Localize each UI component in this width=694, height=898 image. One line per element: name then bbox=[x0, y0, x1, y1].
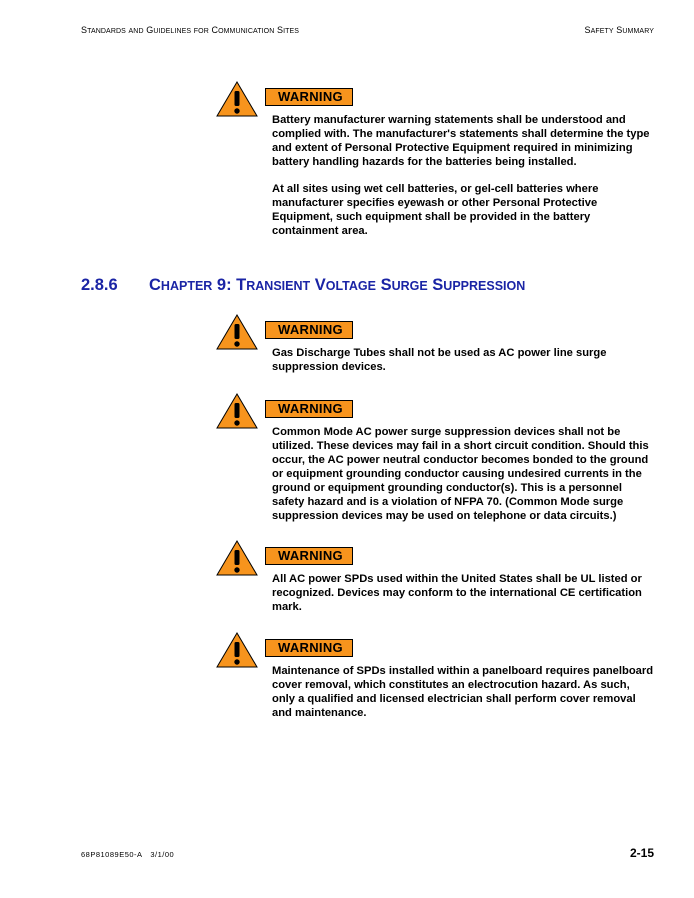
warning-triangle-icon bbox=[216, 314, 258, 350]
warning-paragraph: Battery manufacturer warning statements shall be understood and complied with. The manufacturer's statements shall determine the type and extent of Personal Protective Equipment required in minimizing battery handling hazards for the batteries being installed. bbox=[272, 114, 650, 168]
warning-paragraph: Maintenance of SPDs installed within a panelboard requires panelboard cover removal, which constitutes an electrocution hazard. As such, only a qualified and licensed electrician shall perform cover removal and maintenance. bbox=[272, 665, 654, 719]
warning-text bbox=[272, 425, 654, 536]
section-title: CHAPTER 9: TRANSIENT VOLTAGE SURGE SUPPRESSION bbox=[149, 276, 526, 294]
running-header-left-text: STANDARDS AND GUIDELINES FOR COMMUNICATION SITES bbox=[81, 25, 300, 35]
section-heading bbox=[81, 276, 525, 295]
warning-triangle-icon bbox=[216, 632, 258, 668]
footer-doc-id: 68P81089E50-A bbox=[81, 850, 143, 859]
running-header-right-text: SAFETY SUMMARY bbox=[584, 25, 654, 35]
warning-paragraph: At all sites using wet cell batteries, or gel-cell batteries where manufacturer specifies eyewash or other Personal Protective Equipment, such equipment shall be provided in the battery containment area. bbox=[272, 183, 599, 237]
warning-text bbox=[272, 113, 654, 251]
warning-triangle-icon bbox=[216, 393, 258, 429]
warning-label: WARNING bbox=[265, 321, 353, 339]
warning-text bbox=[272, 346, 654, 387]
section-number: 2.8.6 bbox=[81, 276, 118, 294]
footer-date: 3/1/00 bbox=[150, 850, 175, 859]
warning-label: WARNING bbox=[265, 547, 353, 565]
warning-label: WARNING bbox=[265, 639, 353, 657]
warning-text bbox=[272, 572, 654, 627]
warning-text bbox=[272, 664, 654, 733]
warning-label: WARNING bbox=[265, 88, 353, 106]
warning-triangle-icon bbox=[216, 540, 258, 576]
warning-paragraph: Common Mode AC power surge suppression devices shall not be utilized. These devices may fail in a short circuit condition. Should this occur, the AC power neutral conductor becomes bonded to the ground or equipment grounding conductor causing undesired currents in the ground or equipment grounding conductor(s). This is a personnel safety hazard and is a violation of NFPA 70. (Common Mode surge suppression devices may be used on telephone or data circuits.) bbox=[272, 426, 649, 522]
running-header-left bbox=[81, 25, 299, 35]
warning-triangle-icon bbox=[216, 81, 258, 117]
footer-doc-info bbox=[81, 850, 174, 859]
page-number: 2-15 bbox=[629, 846, 654, 860]
warning-label: WARNING bbox=[265, 400, 353, 418]
warning-paragraph: Gas Discharge Tubes shall not be used as AC power line surge suppression devices. bbox=[272, 347, 607, 373]
warning-paragraph: All AC power SPDs used within the United States shall be UL listed or recognized. Devices may conform to the international CE certification mark. bbox=[272, 573, 642, 613]
running-header-right bbox=[585, 25, 654, 35]
